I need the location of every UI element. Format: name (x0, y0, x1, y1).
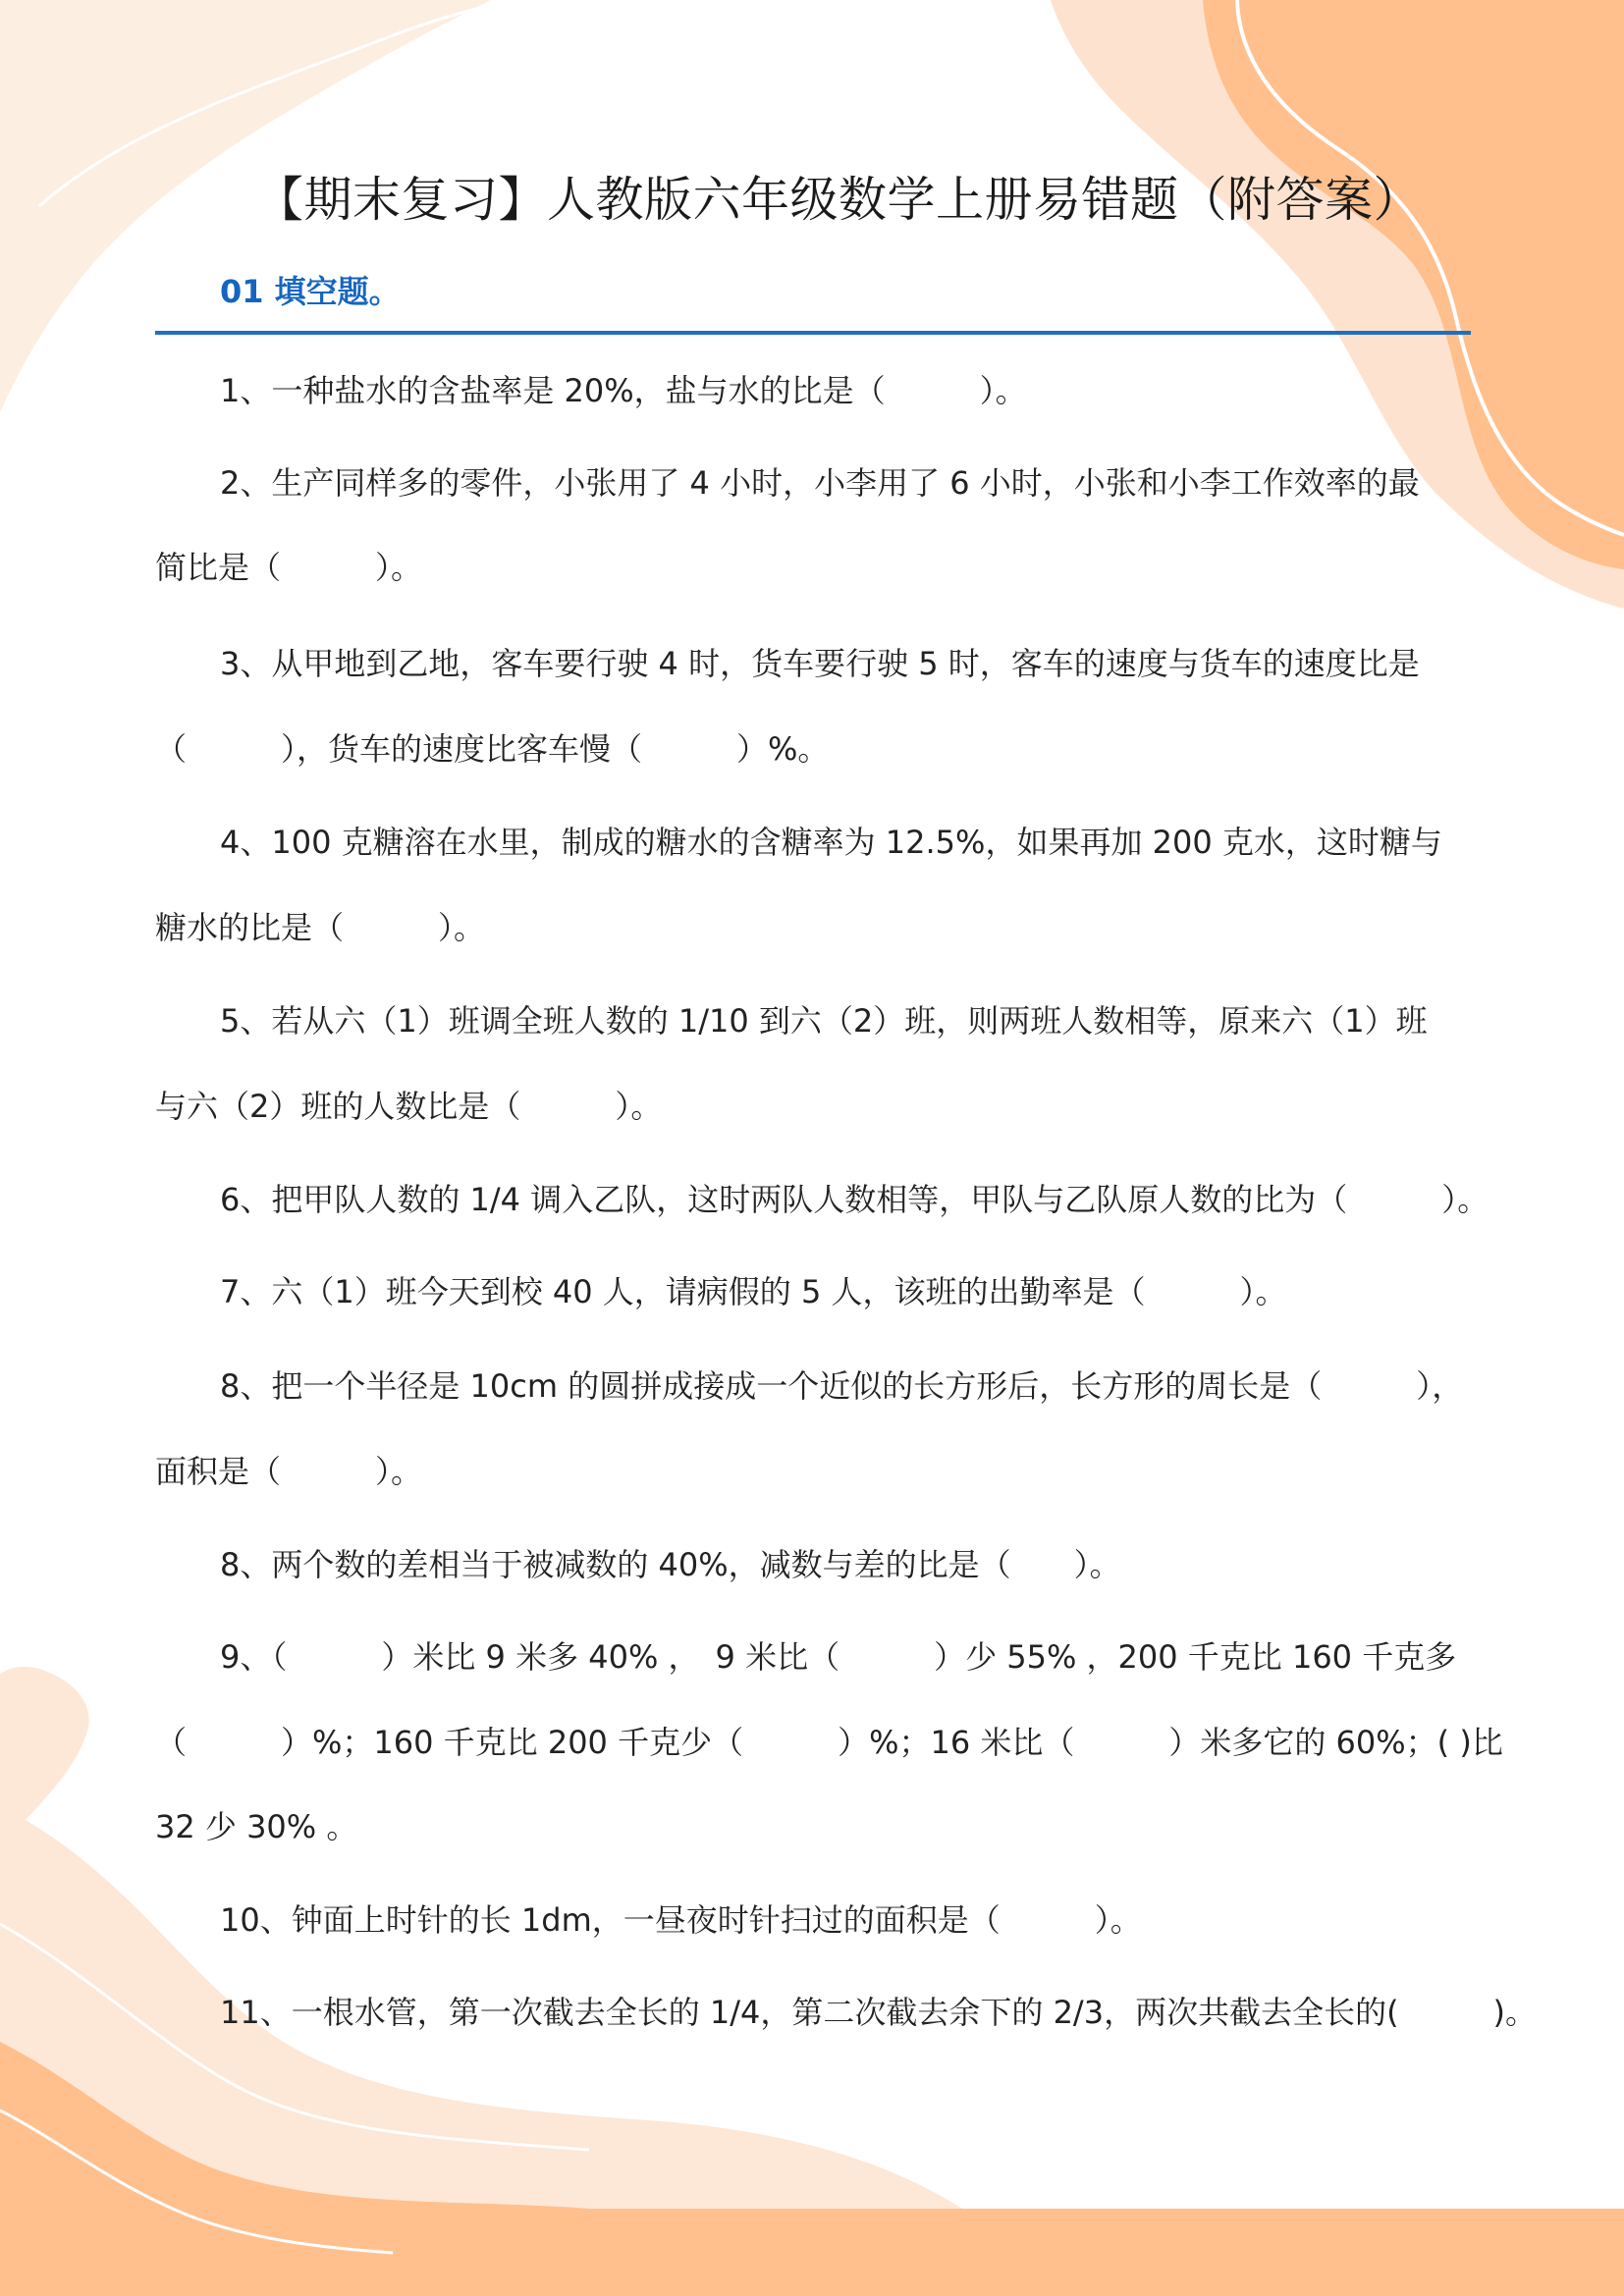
question-4-line-2: 糖水的比是（ ）。 (155, 909, 486, 946)
question-2-line-2: 简比是（ ）。 (155, 549, 423, 586)
section-divider (155, 331, 1471, 335)
question-3-line-2: （ ），货车的速度比客车慢（ ）%。 (155, 730, 830, 768)
question-3-line-1: 3、从甲地到乙地，客车要行驶 4 时，货车要行驶 5 时，客车的速度与货车的速度比是 (220, 645, 1420, 682)
question-9-line-1: 9、（ ）米比 9 米多 40% ， 9 米比（ ）少 55% ，200 千克比 160 千克多 (220, 1638, 1457, 1676)
question-2-line-1: 2、生产同样多的零件，小张用了 4 小时，小李用了 6 小时，小张和小李工作效率的最 (220, 464, 1420, 502)
question-4-line-1: 4、100 克糖溶在水里，制成的糖水的含糖率为 12.5%，如果再加 200 克水，这时糖与 (220, 824, 1442, 861)
question-9-line-3: 32 少 30% 。 (155, 1808, 358, 1845)
question-5-line-2: 与六（2）班的人数比是（ ）。 (155, 1088, 663, 1125)
question-8-line-2: 面积是（ ）。 (155, 1453, 423, 1490)
question-8b-line-1: 8、两个数的差相当于被减数的 40%，减数与差的比是（ ）。 (220, 1546, 1121, 1583)
section-heading: 01 填空题。 (220, 273, 401, 310)
question-6-line-1: 6、把甲队人数的 1/4 调入乙队，这时两队人数相等，甲队与乙队原人数的比为（ ）。 (220, 1181, 1489, 1218)
question-1-line-1: 1、一种盐水的含盐率是 20%，盐与水的比是（ ）。 (220, 372, 1027, 409)
question-11-line-1: 11、一根水管，第一次截去全长的 1/4，第二次截去余下的 2/3，两次共截去全长的( )。 (220, 1994, 1538, 2031)
question-8-line-1: 8、把一个半径是 10cm 的圆拼成接成一个近似的长方形后，长方形的周长是（ ）， (220, 1367, 1464, 1405)
question-10-line-1: 10、钟面上时针的长 1dm，一昼夜时针扫过的面积是（ ）。 (220, 1901, 1142, 1939)
page-title: 【期末复习】人教版六年级数学上册易错题（附答案） (255, 172, 1423, 228)
question-9-line-2: （ ）%；160 千克比 200 千克少（ ）%；16 米比（ ）米多它的 60%；( )比 (155, 1724, 1503, 1761)
question-7-line-1: 7、六（1）班今天到校 40 人，请病假的 5 人，该班的出勤率是（ ）。 (220, 1273, 1287, 1310)
question-5-line-1: 5、若从六（1）班调全班人数的 1/10 到六（2）班，则两班人数相等，原来六（1）班 (220, 1002, 1428, 1040)
